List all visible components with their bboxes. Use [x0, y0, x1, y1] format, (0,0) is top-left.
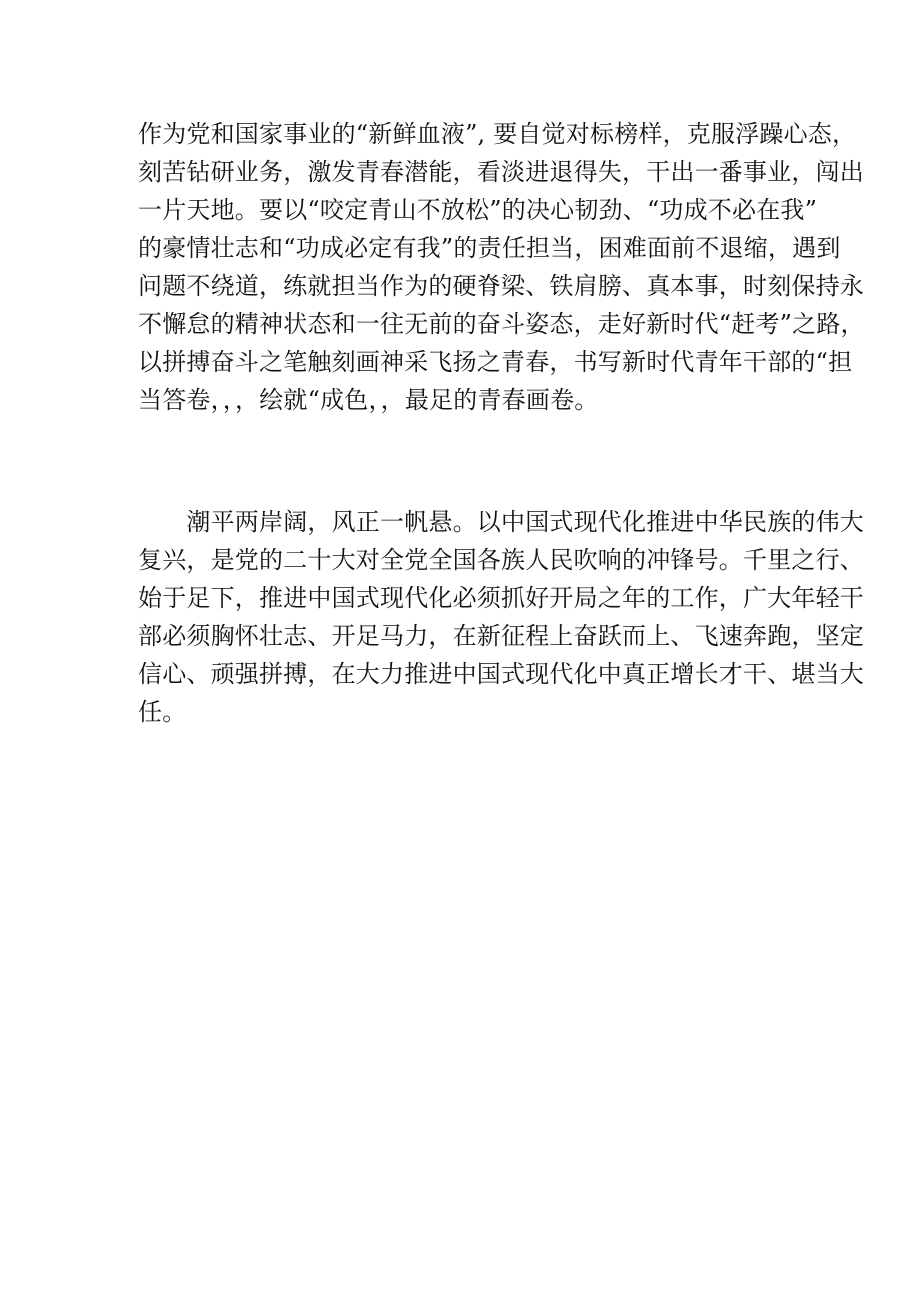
- paragraph-line: 复兴，是党的二十大对全党全国各族人民吹响的冲锋号。千里之行、: [138, 546, 864, 574]
- paragraph-line: 任。: [138, 698, 187, 726]
- paragraph-line: 一片天地。要以“咬定青山不放松”的决心韧劲、“功成不必在我”: [138, 196, 818, 224]
- paragraph-2: [138, 503, 864, 731]
- paragraph-line: 始于足下，推进中国式现代化必须抓好开局之年的工作，广大年轻干: [138, 584, 864, 612]
- paragraph-line: 以拼搏奋斗之笔触刻画神采飞扬之青春，书写新时代青年干部的“担: [138, 348, 853, 376]
- paragraph-line: 信心、顽强拼搏，在大力推进中国式现代化中真正增长才干、堪当大: [138, 660, 864, 688]
- paragraph-1: [138, 115, 865, 419]
- paragraph-line: 部必须胸怀壮志、开足马力，在新征程上奋跃而上、飞速奔跑，坚定: [138, 622, 864, 650]
- paragraph-line: 的豪情壮志和“功成必定有我”的责任担当，困难面前不退缩，遇到: [138, 234, 841, 262]
- paragraph-line: 潮平两岸阔，风正一帆悬。以中国式现代化推进中华民族的伟大: [138, 508, 864, 536]
- paragraph-line: 作为党和国家事业的“新鲜血液”, 要自觉对标榜样，克服浮躁心态，: [138, 120, 857, 148]
- paragraph-line: 当答卷，，，绘就“成色，，最足的青春画卷。: [138, 386, 599, 414]
- paragraph-line: 刻苦钻研业务，激发青春潜能，看淡进退得失，干出一番事业，闯出: [138, 158, 864, 186]
- paragraph-line: 问题不绕道，练就担当作为的硬脊梁、铁肩膀、真本事，时刻保持永: [138, 272, 864, 300]
- paragraph-line: 不懈怠的精神状态和一往无前的奋斗姿态，走好新时代“赶考”之路，: [138, 310, 865, 338]
